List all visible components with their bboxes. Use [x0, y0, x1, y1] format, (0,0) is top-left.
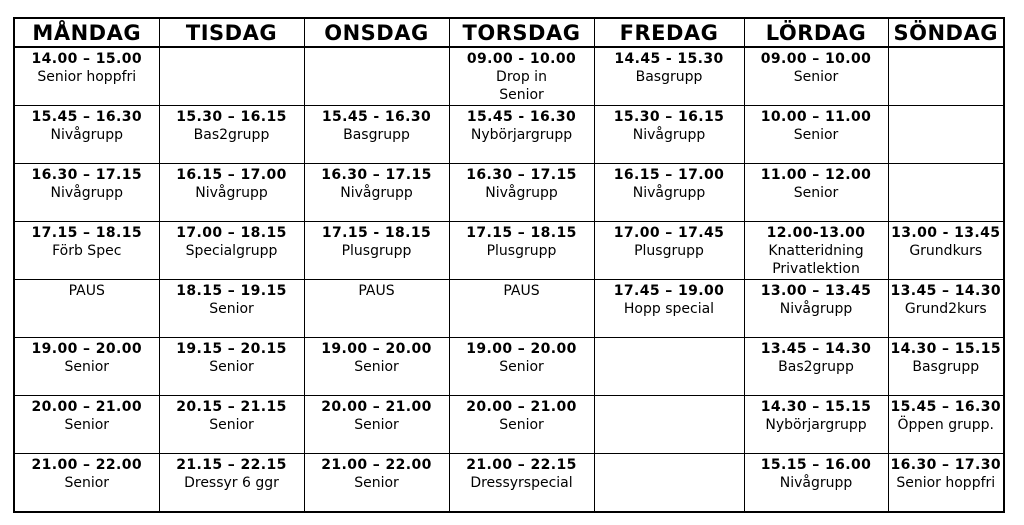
session-time: 18.15 – 19.15: [176, 283, 287, 299]
session-label: Nybörjargrupp: [765, 417, 867, 433]
session-time: 19.00 – 20.00: [321, 341, 432, 357]
session-label: Förb Spec: [52, 243, 122, 259]
session-label: Dressyr 6 ggr: [184, 475, 279, 491]
schedule-row: [14, 454, 1004, 513]
session-time: 14.00 – 15.00: [31, 51, 142, 67]
session-label: PAUS: [358, 283, 395, 299]
schedule-cell-wednesday: [304, 280, 449, 338]
session-time: 13.45 – 14.30: [760, 341, 872, 357]
session-time: 21.15 – 22.15: [176, 457, 287, 473]
session-label: Basgrupp: [343, 127, 410, 143]
schedule-header: [14, 18, 1004, 47]
session-label: Grund2kurs: [904, 301, 987, 317]
session-label: Senior: [793, 185, 839, 201]
session-time: 21.00 – 22.15: [466, 457, 577, 473]
session-label: Senior: [64, 417, 110, 433]
session-time: 16.30 – 17.30: [890, 457, 1001, 473]
session-label: Bas2grupp: [193, 127, 270, 143]
session-time: 13.45 – 14.30: [890, 283, 1001, 299]
session-label: Nivågrupp: [195, 185, 268, 201]
header-row: [14, 18, 1004, 47]
session-label: Grundkurs: [909, 243, 983, 259]
schedule-cell-thursday: [449, 222, 594, 280]
session-time: 17.00 – 18.15: [176, 225, 287, 241]
day-header-tuesday: TISDAG: [159, 18, 304, 47]
schedule-row: [14, 47, 1004, 106]
schedule-cell-saturday: [744, 106, 888, 164]
session-time: 19.15 – 20.15: [176, 341, 287, 357]
session-label: Nivågrupp: [632, 127, 706, 143]
session-label: Plusgrupp: [486, 243, 557, 259]
session-label: Nivågrupp: [632, 185, 706, 201]
session-label: Basgrupp: [912, 359, 980, 375]
schedule-cell-wednesday: [304, 47, 449, 106]
session-time: 17.45 – 19.00: [613, 283, 725, 299]
schedule-cell-friday: [594, 280, 744, 338]
schedule-cell-thursday: [449, 47, 594, 106]
schedule-cell-wednesday: [304, 454, 449, 513]
session-time: 14.30 – 15.15: [760, 399, 872, 415]
session-label: Privatlektion: [772, 261, 860, 277]
session-time: 15.15 – 16.00: [760, 457, 872, 473]
schedule-row: [14, 338, 1004, 396]
schedule-cell-monday: [14, 280, 159, 338]
day-header-thursday: TORSDAG: [449, 18, 594, 47]
session-time: 17.15 - 18.15: [321, 225, 432, 241]
session-time: 15.45 – 16.30: [890, 399, 1001, 415]
session-time: 20.15 – 21.15: [176, 399, 287, 415]
schedule-cell-monday: [14, 222, 159, 280]
schedule-cell-tuesday: [159, 222, 304, 280]
session-time: 09.00 - 10.00: [466, 51, 577, 67]
session-label: Senior: [209, 301, 254, 317]
session-label: Öppen grupp.: [897, 417, 994, 433]
session-label: Senior: [209, 359, 254, 375]
session-label: Senior: [64, 359, 110, 375]
session-label: Senior: [209, 417, 254, 433]
session-label: Senior: [793, 127, 839, 143]
schedule-cell-tuesday: [159, 396, 304, 454]
session-time: 16.30 – 17.15: [31, 167, 142, 183]
schedule-cell-sunday: [888, 338, 1004, 396]
session-time: 19.00 – 20.00: [31, 341, 142, 357]
schedule-cell-thursday: [449, 338, 594, 396]
schedule-cell-monday: [14, 338, 159, 396]
day-header-friday: FREDAG: [594, 18, 744, 47]
session-time: 15.30 – 16.15: [613, 109, 725, 125]
schedule-cell-monday: [14, 106, 159, 164]
session-label: Bas2grupp: [778, 359, 854, 375]
schedule-cell-saturday: [744, 222, 888, 280]
schedule-cell-saturday: [744, 164, 888, 222]
session-time: 17.15 – 18.15: [466, 225, 577, 241]
schedule-cell-thursday: [449, 106, 594, 164]
schedule-cell-saturday: [744, 280, 888, 338]
schedule-cell-friday: [594, 47, 744, 106]
schedule-cell-thursday: [449, 396, 594, 454]
schedule-cell-saturday: [744, 396, 888, 454]
schedule-cell-monday: [14, 164, 159, 222]
session-time: 10.00 – 11.00: [760, 109, 872, 125]
session-label: Senior: [354, 417, 399, 433]
session-time: 16.15 – 17.00: [613, 167, 725, 183]
schedule-cell-tuesday: [159, 47, 304, 106]
session-label: PAUS: [503, 283, 540, 299]
session-label: Senior: [499, 87, 544, 103]
session-label: Nivågrupp: [340, 185, 413, 201]
session-time: 20.00 – 21.00: [31, 399, 142, 415]
session-time: 21.00 – 22.00: [31, 457, 142, 473]
session-label: Senior: [64, 475, 110, 491]
session-label: Hopp special: [623, 301, 715, 317]
session-label: Nivågrupp: [485, 185, 558, 201]
schedule-cell-tuesday: [159, 454, 304, 513]
session-label: Plusgrupp: [634, 243, 704, 259]
session-label: Senior hoppfri: [896, 475, 996, 491]
session-label: Senior hoppfri: [37, 69, 137, 85]
schedule-cell-saturday: [744, 454, 888, 513]
session-time: 13.00 - 13.45: [891, 225, 1001, 241]
session-label: Senior: [499, 359, 544, 375]
schedule-cell-sunday: [888, 454, 1004, 513]
schedule-cell-wednesday: [304, 222, 449, 280]
schedule-cell-monday: [14, 396, 159, 454]
session-label: Nivågrupp: [50, 185, 123, 201]
schedule-cell-sunday: [888, 396, 1004, 454]
session-time: 12.00-13.00: [766, 225, 866, 241]
session-time: 13.00 – 13.45: [760, 283, 872, 299]
session-time: 15.45 - 16.30: [466, 109, 577, 125]
session-label: Nivågrupp: [50, 127, 123, 143]
session-time: 16.30 – 17.15: [466, 167, 577, 183]
schedule-cell-saturday: [744, 47, 888, 106]
schedule-cell-friday: [594, 164, 744, 222]
session-time: 14.45 - 15.30: [614, 51, 724, 67]
schedule-cell-tuesday: [159, 338, 304, 396]
schedule-cell-saturday: [744, 338, 888, 396]
schedule-cell-sunday: [888, 280, 1004, 338]
session-time: 11.00 – 12.00: [760, 167, 872, 183]
schedule-row: [14, 106, 1004, 164]
session-time: 21.00 – 22.00: [321, 457, 432, 473]
schedule-cell-friday: [594, 396, 744, 454]
schedule-cell-friday: [594, 454, 744, 513]
schedule-cell-monday: [14, 47, 159, 106]
session-time: 14.30 – 15.15: [890, 341, 1001, 357]
session-label: Nivågrupp: [779, 475, 853, 491]
schedule-cell-wednesday: [304, 396, 449, 454]
day-header-wednesday: ONSDAG: [304, 18, 449, 47]
session-label: Plusgrupp: [341, 243, 412, 259]
schedule-row: [14, 164, 1004, 222]
session-label: Dressyrspecial: [470, 475, 573, 491]
session-label: Senior: [354, 475, 399, 491]
session-label: PAUS: [68, 283, 105, 299]
session-label: Senior: [354, 359, 399, 375]
session-label: Nybörjargrupp: [470, 127, 573, 143]
schedule-cell-wednesday: [304, 338, 449, 396]
schedule-cell-wednesday: [304, 106, 449, 164]
session-label: Senior: [499, 417, 544, 433]
session-time: 17.15 – 18.15: [31, 225, 142, 241]
session-time: 19.00 – 20.00: [466, 341, 577, 357]
session-label: Senior: [793, 69, 839, 85]
session-time: 09.00 – 10.00: [760, 51, 872, 67]
schedule-cell-friday: [594, 338, 744, 396]
schedule-cell-tuesday: [159, 164, 304, 222]
session-label: Basgrupp: [635, 69, 703, 85]
day-header-monday: MÅNDAG: [14, 18, 159, 47]
schedule-row: [14, 222, 1004, 280]
schedule-cell-thursday: [449, 164, 594, 222]
schedule-cell-thursday: [449, 280, 594, 338]
day-header-sunday: SÖNDAG: [888, 18, 1004, 47]
session-time: 17.00 – 17.45: [613, 225, 725, 241]
schedule-cell-thursday: [449, 454, 594, 513]
session-time: 16.30 – 17.15: [321, 167, 432, 183]
session-time: 16.15 – 17.00: [176, 167, 287, 183]
schedule-cell-tuesday: [159, 106, 304, 164]
schedule-cell-sunday: [888, 106, 1004, 164]
schedule-cell-sunday: [888, 164, 1004, 222]
schedule-cell-sunday: [888, 47, 1004, 106]
session-time: 15.45 – 16.30: [31, 109, 142, 125]
session-label: Nivågrupp: [779, 301, 853, 317]
session-label: Specialgrupp: [185, 243, 278, 259]
schedule-body: [14, 47, 1004, 512]
schedule-cell-friday: [594, 106, 744, 164]
weekly-schedule-table: [13, 17, 1005, 513]
session-time: 15.30 – 16.15: [176, 109, 287, 125]
session-label: Knatteridning: [768, 243, 864, 259]
day-header-saturday: LÖRDAG: [744, 18, 888, 47]
session-time: 20.00 – 21.00: [321, 399, 432, 415]
schedule-cell-monday: [14, 454, 159, 513]
schedule-cell-tuesday: [159, 280, 304, 338]
schedule-cell-friday: [594, 222, 744, 280]
session-label: Drop in: [496, 69, 547, 85]
schedule-row: [14, 396, 1004, 454]
session-time: 20.00 – 21.00: [466, 399, 577, 415]
schedule-row: [14, 280, 1004, 338]
session-time: 15.45 - 16.30: [321, 109, 432, 125]
schedule-cell-sunday: [888, 222, 1004, 280]
schedule-cell-wednesday: [304, 164, 449, 222]
